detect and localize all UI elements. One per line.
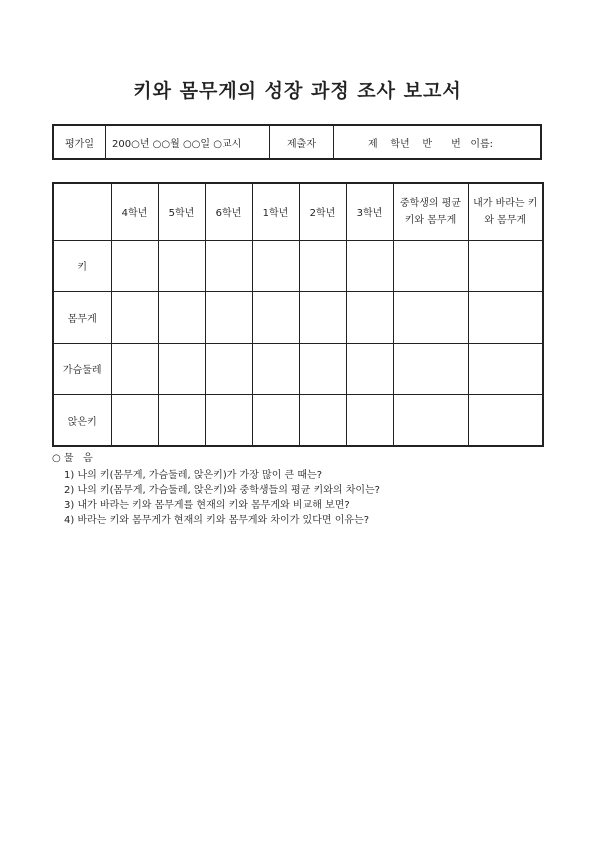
column-header-middle3: 3학년 xyxy=(346,183,393,240)
table-cell[interactable] xyxy=(468,343,543,395)
eval-date-label: 평가일 xyxy=(54,126,106,158)
row-label-weight: 몸무게 xyxy=(53,292,111,344)
table-cell[interactable] xyxy=(393,292,468,344)
table-cell[interactable] xyxy=(393,343,468,395)
questions-heading: ○ 물 음 xyxy=(52,453,93,464)
table-cell[interactable] xyxy=(205,343,252,395)
table-cell[interactable] xyxy=(111,240,158,292)
table-cell[interactable] xyxy=(252,395,299,447)
table-cell[interactable] xyxy=(393,240,468,292)
column-header-middle1: 1학년 xyxy=(252,183,299,240)
table-cell[interactable] xyxy=(393,395,468,447)
table-cell[interactable] xyxy=(346,343,393,395)
table-cell[interactable] xyxy=(205,292,252,344)
table-cell[interactable] xyxy=(252,240,299,292)
table-cell[interactable] xyxy=(111,395,158,447)
table-cell[interactable] xyxy=(111,343,158,395)
table-cell[interactable] xyxy=(468,395,543,447)
questions-section xyxy=(52,452,552,528)
name-field[interactable]: 제 학년 반 번 이름: xyxy=(368,138,494,150)
table-cell[interactable] xyxy=(158,292,205,344)
table-header-row xyxy=(53,183,543,240)
table-cell[interactable] xyxy=(346,292,393,344)
info-box xyxy=(52,124,542,160)
table-row-weight xyxy=(53,292,543,344)
table-row-chest xyxy=(53,343,543,395)
page-title: 키와 몸무게의 성장 과정 조사 보고서 xyxy=(133,80,462,102)
question-item: 3) 내가 바라는 키와 몸무게를 현재의 키와 몸무게와 비교해 보면? xyxy=(64,500,350,511)
table-cell[interactable] xyxy=(252,343,299,395)
corner-cell xyxy=(53,183,111,240)
row-label-sitting-height: 앉은키 xyxy=(53,395,111,447)
table-cell[interactable] xyxy=(252,292,299,344)
submitter-label: 제출자 xyxy=(270,126,334,158)
eval-date-field[interactable]: 200○년 ○○월 ○○일 ○교시 xyxy=(106,126,270,158)
table-cell[interactable] xyxy=(205,240,252,292)
table-cell[interactable] xyxy=(346,240,393,292)
table-cell[interactable] xyxy=(158,395,205,447)
table-cell[interactable] xyxy=(299,240,346,292)
row-label-chest: 가슴둘레 xyxy=(53,343,111,395)
column-header-desired: 내가 바라는 키와 몸무게 xyxy=(468,183,543,240)
table-cell[interactable] xyxy=(468,240,543,292)
table-cell[interactable] xyxy=(158,343,205,395)
row-label-height: 키 xyxy=(53,240,111,292)
table-cell[interactable] xyxy=(299,395,346,447)
growth-table xyxy=(52,182,544,447)
column-header-grade6: 6학년 xyxy=(205,183,252,240)
table-cell[interactable] xyxy=(468,292,543,344)
column-header-grade4: 4학년 xyxy=(111,183,158,240)
table-cell[interactable] xyxy=(158,240,205,292)
column-header-average: 중학생의 평균 키와 몸무게 xyxy=(393,183,468,240)
question-item: 4) 바라는 키와 몸무게가 현재의 키와 몸무게와 차이가 있다면 이유는? xyxy=(64,515,369,526)
table-cell[interactable] xyxy=(346,395,393,447)
table-cell[interactable] xyxy=(205,395,252,447)
table-cell[interactable] xyxy=(299,343,346,395)
question-item: 1) 나의 키(몸무게, 가슴둘레, 앉은키)가 가장 많이 큰 때는? xyxy=(64,470,323,481)
column-header-grade5: 5학년 xyxy=(158,183,205,240)
question-item: 2) 나의 키(몸무게, 가슴둘레, 앉은키)와 중학생들의 평균 키와의 차이는? xyxy=(64,485,380,496)
table-row-sitting-height xyxy=(53,395,543,447)
column-header-middle2: 2학년 xyxy=(299,183,346,240)
table-row-height xyxy=(53,240,543,292)
table-cell[interactable] xyxy=(111,292,158,344)
table-cell[interactable] xyxy=(299,292,346,344)
